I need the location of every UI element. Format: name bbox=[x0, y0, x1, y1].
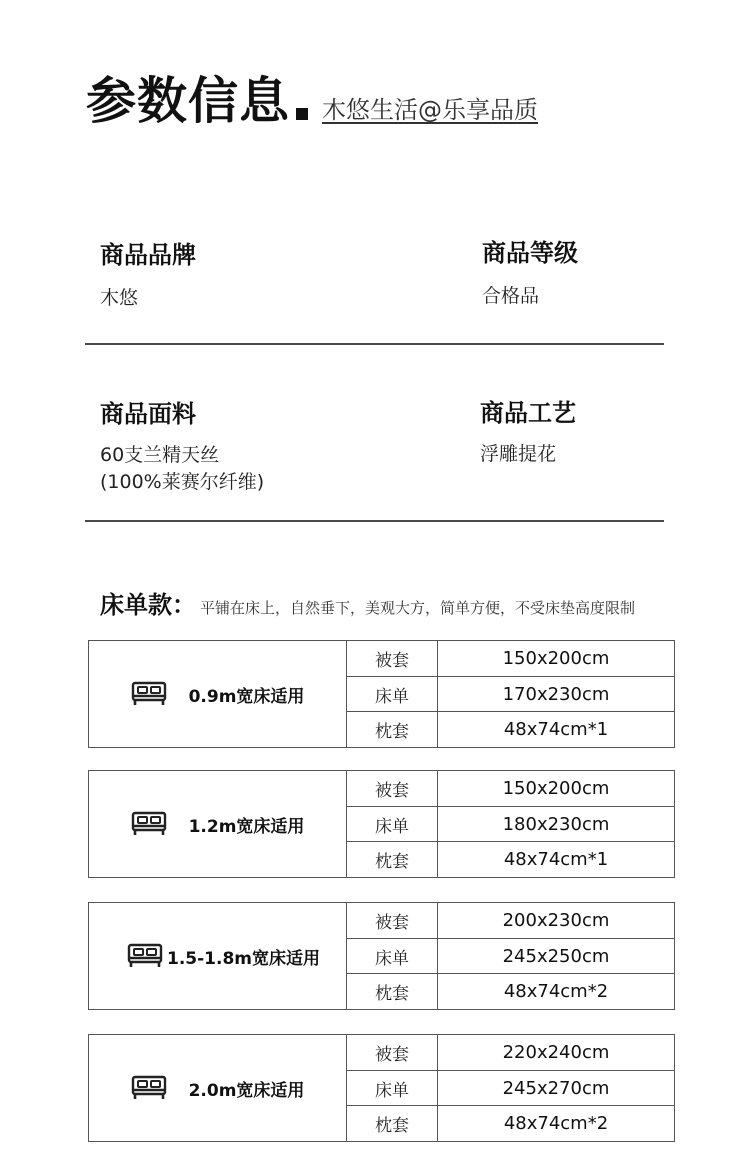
bed-icon bbox=[131, 811, 167, 837]
spec-table bbox=[88, 902, 675, 1010]
spec-item: 床单 bbox=[347, 1071, 438, 1106]
page-title: 参数信息 bbox=[86, 72, 290, 130]
spec-rows bbox=[347, 1035, 674, 1141]
spec-value: 48x74cm*2 bbox=[503, 1113, 609, 1135]
bed-icon bbox=[127, 943, 163, 969]
spec-value: 245x250cm bbox=[502, 945, 610, 967]
bedsheet-style bbox=[100, 585, 635, 620]
spec-value: 48x74cm*2 bbox=[503, 981, 609, 1003]
spec-item: 被套 bbox=[347, 641, 438, 676]
spec-value: 200x230cm bbox=[502, 909, 610, 931]
table-row bbox=[347, 712, 674, 747]
info-label: 商品工艺 bbox=[480, 399, 576, 427]
table-row bbox=[347, 1071, 674, 1107]
bed-icon bbox=[131, 1075, 167, 1101]
info-craft bbox=[480, 401, 576, 468]
spec-item: 枕套 bbox=[347, 974, 438, 1009]
spec-value: 48x74cm*1 bbox=[503, 719, 609, 741]
info-label: 商品品牌 bbox=[100, 241, 196, 269]
spec-size-label: 1.5-1.8m宽床适用 bbox=[167, 948, 320, 969]
page-subtitle: 木悠生活@乐享品质 bbox=[322, 96, 538, 124]
bed-icon bbox=[131, 681, 167, 707]
divider bbox=[85, 520, 664, 522]
table-row bbox=[347, 641, 674, 677]
table-row bbox=[347, 842, 674, 877]
info-label: 商品面料 bbox=[100, 400, 196, 428]
spec-value: 220x240cm bbox=[502, 1041, 610, 1063]
spec-rows bbox=[347, 641, 674, 747]
info-value: 浮雕提花 bbox=[480, 443, 557, 465]
spec-value: 180x230cm bbox=[502, 813, 610, 835]
spec-value: 245x270cm bbox=[502, 1077, 610, 1099]
table-row bbox=[347, 1035, 674, 1071]
spec-item: 床单 bbox=[347, 677, 438, 712]
spec-size-cell bbox=[89, 641, 347, 747]
spec-rows bbox=[347, 771, 674, 877]
info-grade bbox=[482, 241, 578, 310]
spec-size-cell bbox=[89, 1035, 347, 1141]
spec-item: 枕套 bbox=[347, 1106, 438, 1141]
table-row bbox=[347, 903, 674, 939]
info-value: 60支兰精天丝 (100%莱赛尔纤维) bbox=[100, 444, 265, 493]
spec-rows bbox=[347, 903, 674, 1009]
info-value: 木悠 bbox=[100, 287, 139, 309]
spec-table bbox=[88, 640, 675, 748]
info-label: 商品等级 bbox=[482, 239, 578, 267]
title-dot bbox=[296, 108, 308, 120]
spec-item: 被套 bbox=[347, 771, 438, 806]
divider bbox=[85, 343, 664, 345]
spec-item: 枕套 bbox=[347, 712, 438, 747]
info-brand bbox=[100, 243, 196, 312]
table-row bbox=[347, 1106, 674, 1141]
table-row bbox=[347, 939, 674, 975]
spec-size-label: 0.9m宽床适用 bbox=[188, 686, 305, 707]
spec-item: 枕套 bbox=[347, 842, 438, 877]
spec-item: 被套 bbox=[347, 903, 438, 938]
spec-value: 150x200cm bbox=[502, 647, 610, 669]
spec-item: 床单 bbox=[347, 807, 438, 842]
spec-size-label: 2.0m宽床适用 bbox=[188, 1080, 305, 1101]
info-fabric bbox=[100, 402, 264, 495]
spec-size-cell bbox=[89, 771, 347, 877]
spec-value: 170x230cm bbox=[502, 683, 610, 705]
style-description: 平铺在床上，自然垂下，美观大方，简单方便，不受床垫高度限制 bbox=[200, 599, 636, 617]
spec-table bbox=[88, 1034, 675, 1142]
table-row bbox=[347, 771, 674, 807]
table-row bbox=[347, 807, 674, 843]
style-label: 床单款： bbox=[100, 591, 196, 619]
spec-value: 150x200cm bbox=[502, 777, 610, 799]
info-value: 合格品 bbox=[482, 285, 540, 307]
spec-item: 床单 bbox=[347, 939, 438, 974]
table-row bbox=[347, 677, 674, 713]
table-row bbox=[347, 974, 674, 1009]
spec-item: 被套 bbox=[347, 1035, 438, 1070]
page-header bbox=[86, 72, 538, 130]
spec-size-cell bbox=[89, 903, 347, 1009]
spec-size-label: 1.2m宽床适用 bbox=[188, 816, 305, 837]
spec-value: 48x74cm*1 bbox=[503, 849, 609, 871]
spec-table bbox=[88, 770, 675, 878]
